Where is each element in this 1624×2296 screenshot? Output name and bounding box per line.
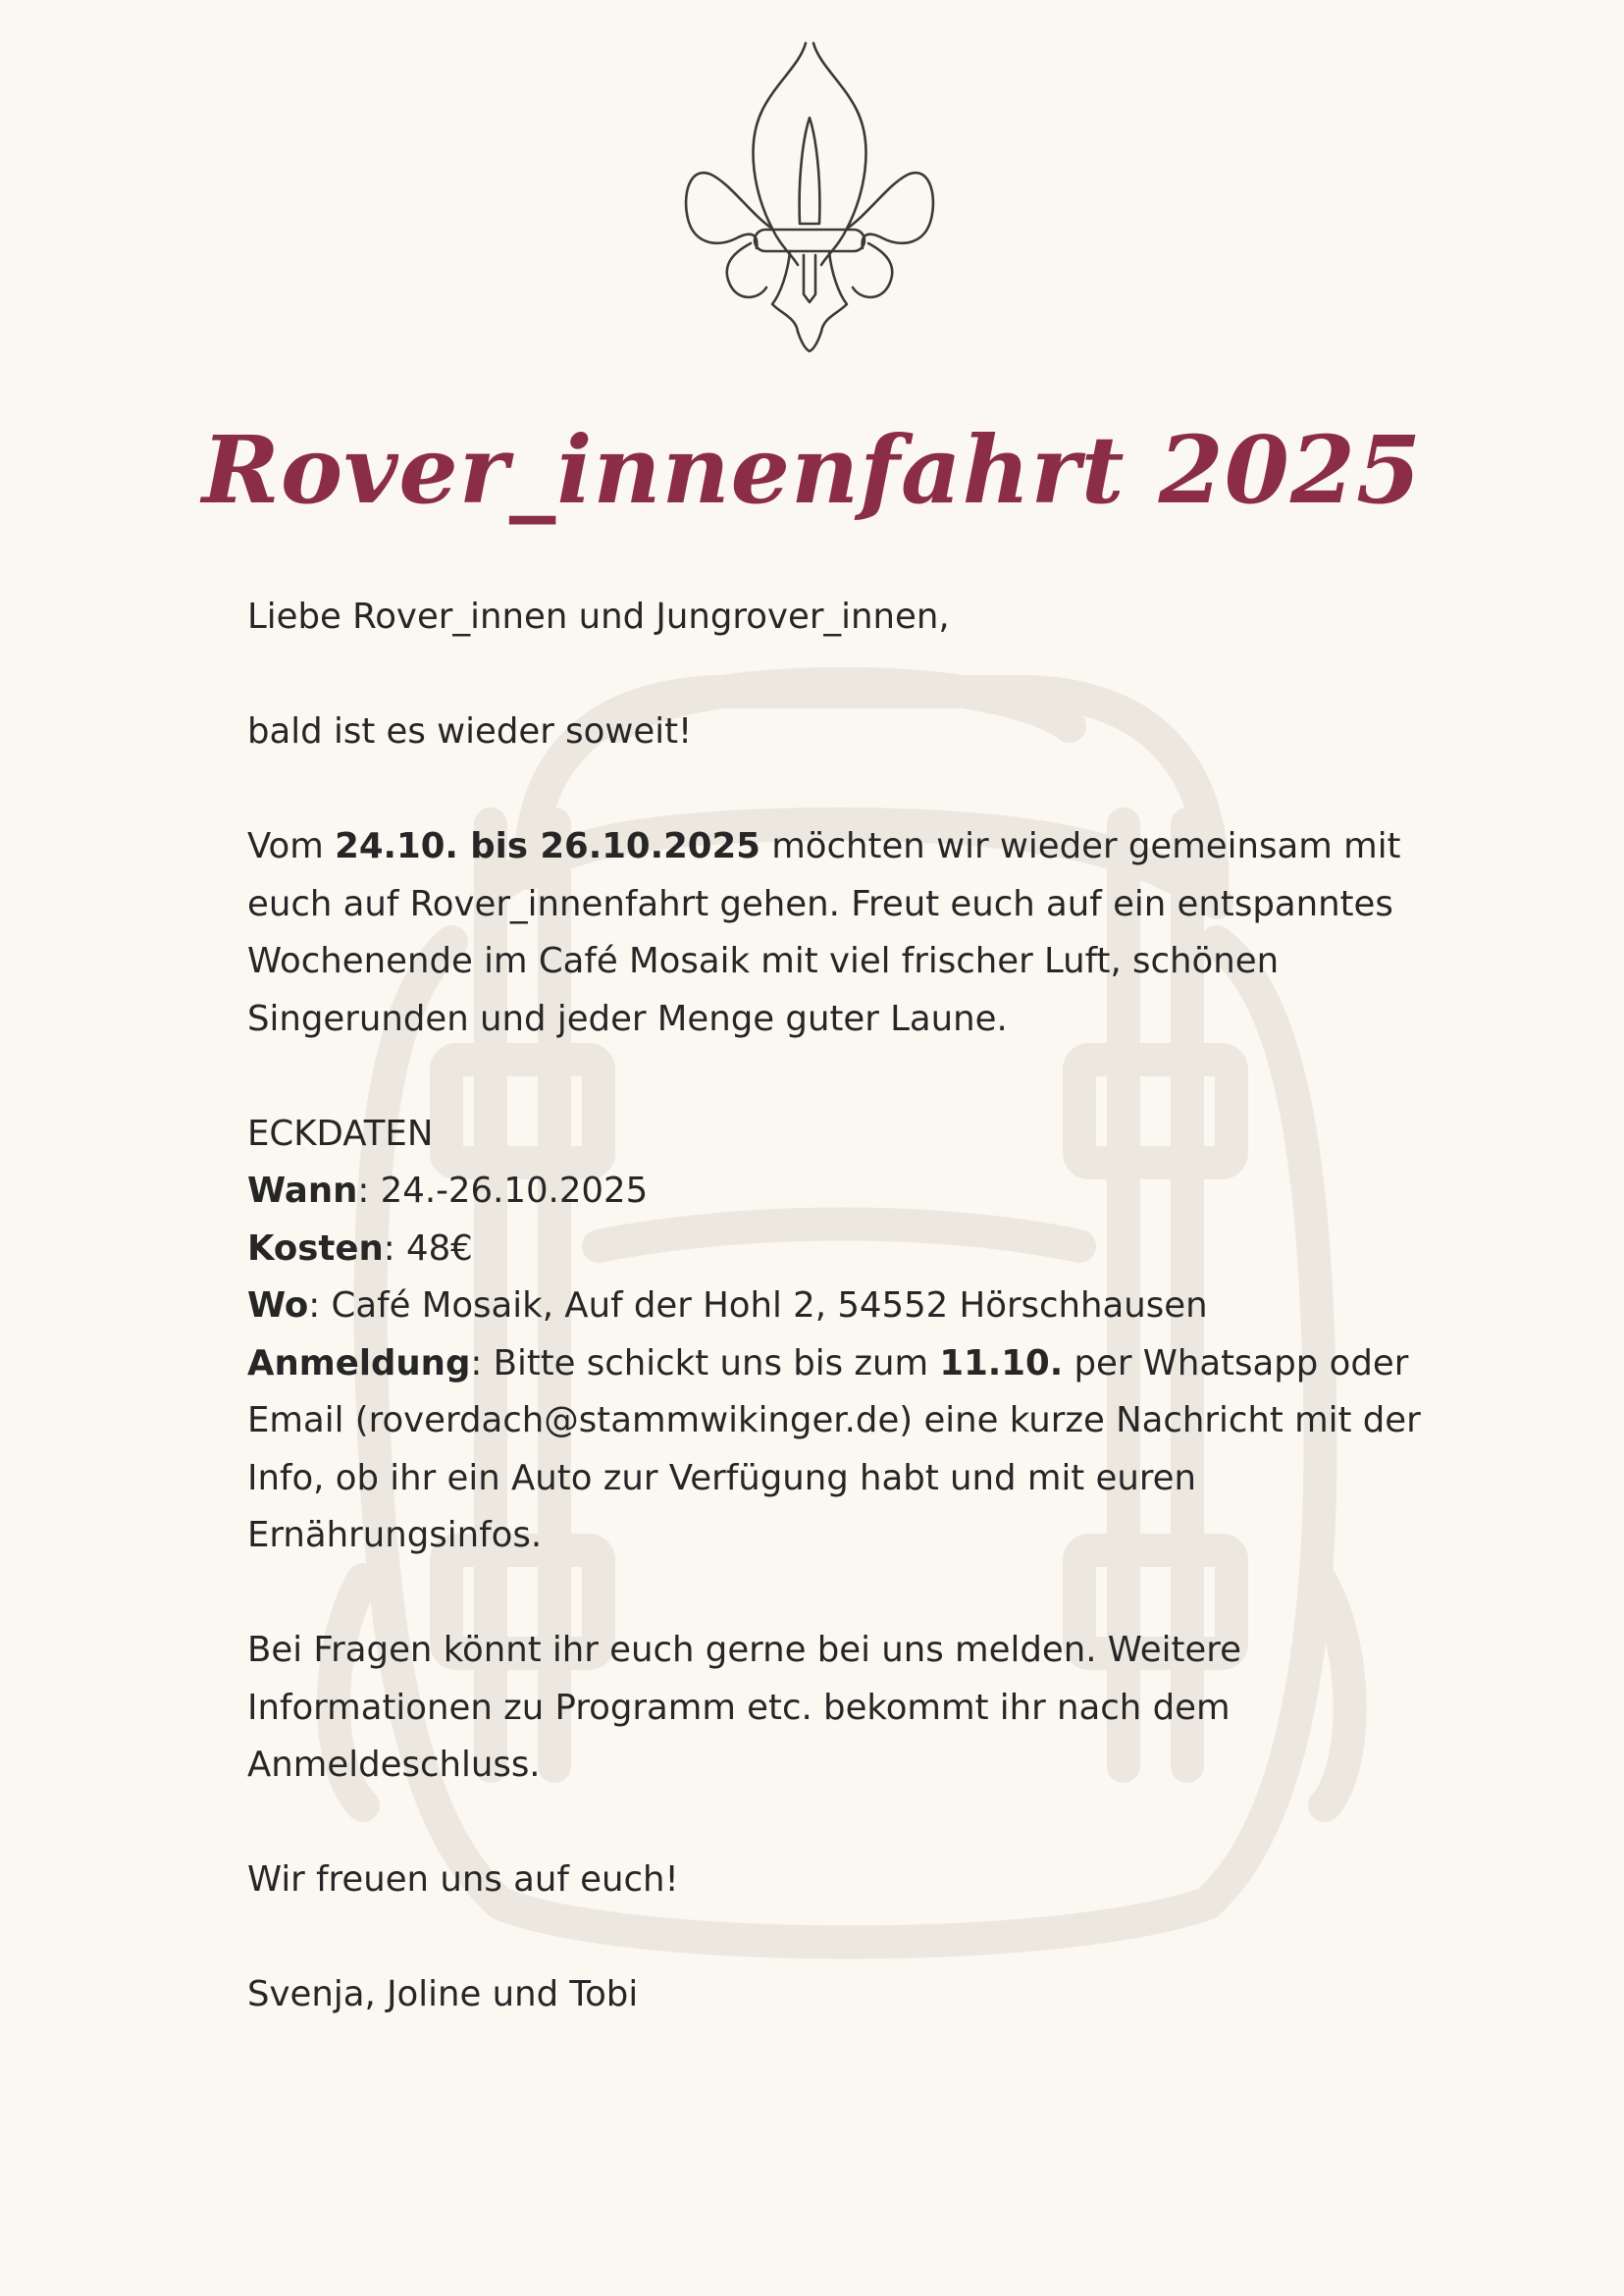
letter-body <box>247 589 1444 2081</box>
anmeldung-deadline: 11.10. <box>939 1342 1064 1383</box>
anmeldung-pre: : Bitte schickt uns bis zum <box>470 1342 940 1383</box>
closing-line: Wir freuen uns auf euch! <box>247 1859 679 1900</box>
intro-text: bald ist es wieder soweit! <box>247 711 693 752</box>
page-title: Rover_innenfahrt 2025 <box>201 416 1423 525</box>
paragraph-rest: möchten wir wieder gemeinsam mit euch auf Rover_innenfahrt gehen. Freut euch auf ein entspanntes Wochenende im Café Mosaik mit viel frischer Luft, schönen Singerunden und jeder Menge guter Laune. <box>247 826 1401 1039</box>
eckdaten-heading: ECKDATEN <box>247 1113 434 1154</box>
kosten-label: Kosten <box>247 1227 384 1269</box>
event-dates: 24.10. bis 26.10.2025 <box>335 826 760 866</box>
greeting: Liebe Rover_innen und Jungrover_innen, <box>247 597 950 637</box>
eckdaten-wo <box>247 1278 1444 1335</box>
eckdaten-wann <box>247 1163 1444 1221</box>
anmeldung-post: per Whatsapp oder Email (roverdach@stammwikinger.de) eine kurze Nachricht mit der Info, ob ihr ein Auto zur Verfügung habt und mit euren Ernährungsinfos. <box>247 1342 1421 1555</box>
wo-value: : Café Mosaik, Auf der Hohl 2, 54552 Hörschhausen <box>308 1285 1208 1326</box>
questions-paragraph: Bei Fragen könnt ihr euch gerne bei uns melden. Weitere Informationen zu Programm etc. bekommt ihr nach dem Anmeldeschluss. <box>247 1630 1241 1785</box>
wo-label: Wo <box>247 1285 309 1326</box>
paragraph-prefix: Vom <box>247 826 336 866</box>
eckdaten-kosten <box>247 1221 1444 1278</box>
wann-label: Wann <box>247 1171 358 1211</box>
eckdaten-anmeldung <box>247 1335 1444 1565</box>
signature: Svenja, Joline und Tobi <box>247 1974 639 2014</box>
intro-paragraph <box>247 818 1444 1048</box>
anmeldung-label: Anmeldung <box>247 1342 471 1383</box>
fleur-de-lis-icon <box>682 37 937 356</box>
wann-value: : 24.-26.10.2025 <box>357 1171 649 1211</box>
kosten-value: : 48€ <box>383 1227 473 1269</box>
